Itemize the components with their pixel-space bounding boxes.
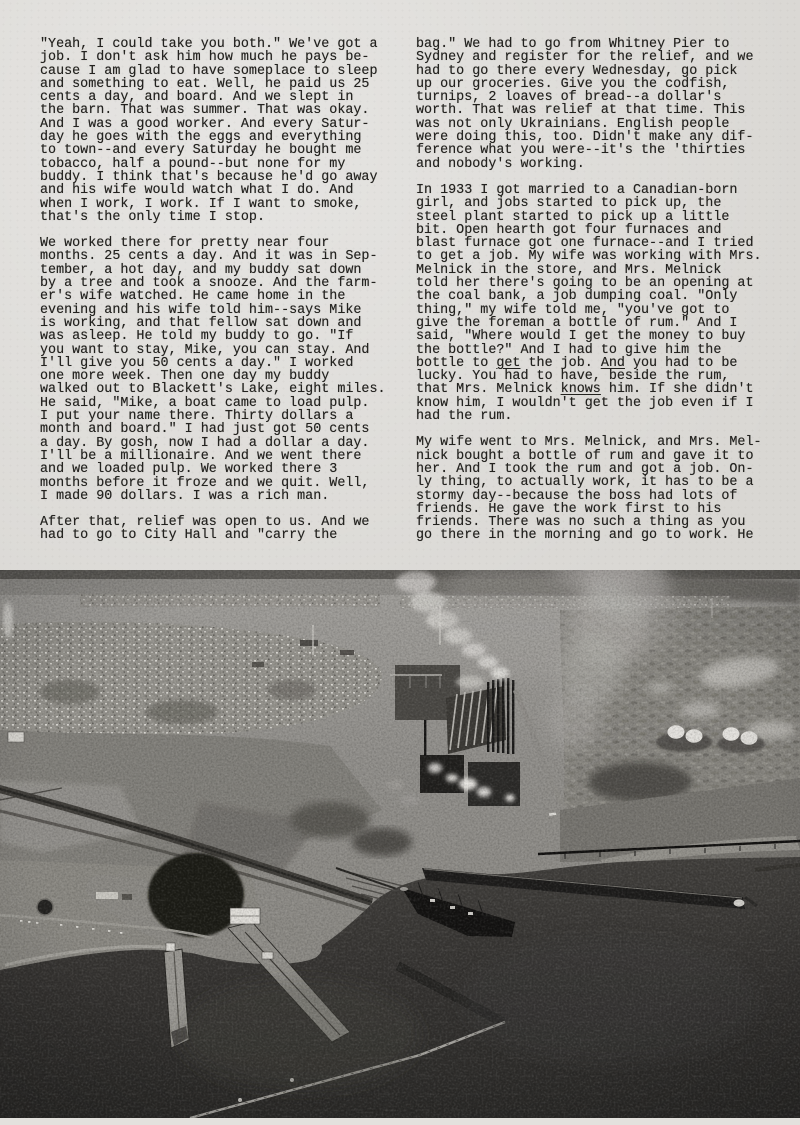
text-line: month and board." I had just got 50 cents	[40, 422, 370, 438]
text-line: stormy day--because the boss had lots of	[416, 488, 738, 504]
text-line: that's the only time I stop.	[40, 209, 265, 225]
paragraph	[40, 237, 400, 503]
text-line: I made 90 dollars. I was a rich man.	[40, 488, 330, 504]
text-line: told her there's going to be an opening at	[416, 276, 754, 292]
text-line: bit. Open hearth got four furnaces and	[416, 222, 722, 238]
text-line: worth. That was relief at that time. This	[416, 103, 746, 119]
text-line: is working, and that fellow sat down and	[40, 315, 362, 331]
text-line: to town--and every Saturday he bought me	[40, 143, 362, 159]
text-line: nick bought a bottle of rum and gave it to	[416, 448, 754, 464]
text-line: said, "Where would I get the money to buy	[416, 329, 746, 345]
text-line: Sydney and register for the relief, and we	[416, 50, 754, 66]
paragraph	[416, 184, 788, 423]
text-line: Melnick in the store, and Mrs. Melnick	[416, 262, 722, 278]
text-line: was not only Ukrainians. English people	[416, 116, 730, 132]
text-line: ly thing, to actually work, it has to be a	[416, 475, 754, 491]
text-line: He said, "Mike, a boat came to load pulp.	[40, 395, 370, 411]
text-line: evening and his wife told him--says Mike	[40, 302, 362, 318]
text-line: the barn. That was summer. That was okay.	[40, 103, 370, 119]
text-line: had to go to City Hall and "carry the	[40, 528, 338, 544]
text-line: In 1933 I got married to a Canadian-born	[416, 182, 738, 198]
text-line: And I was a good worker. And every Satur-	[40, 116, 370, 132]
paragraph	[40, 38, 400, 224]
text-line: friends. He gave the work first to his	[416, 501, 722, 517]
text-line: er's wife watched. He came home in the	[40, 289, 346, 305]
text-line: blast furnace got one furnace--and I tried	[416, 236, 754, 252]
text-line: We worked there for pretty near four	[40, 236, 330, 252]
text-line: steel plant started to pick up a little	[416, 209, 730, 225]
text-line: girl, and jobs started to pick up, the	[416, 196, 722, 212]
text-line: friends. There was no such a thing as you	[416, 515, 746, 531]
text-line: the bottle?" And I had to give him the	[416, 342, 722, 358]
text-line: day he goes with the eggs and everything	[40, 130, 362, 146]
harbour-photo	[0, 570, 800, 1118]
text-line: "Yeah, I could take you both." We've got a	[40, 37, 378, 52]
text-line: thing," my wife told me, "you've got to	[416, 302, 730, 318]
bottom-margin	[0, 1118, 800, 1125]
text-line: and we loaded pulp. We worked there 3	[40, 462, 338, 478]
text-line: and his wife would watch what I do. And	[40, 183, 354, 199]
text-line: know him, I wouldn't get the job even if I	[416, 395, 754, 411]
paragraph	[40, 516, 400, 543]
text-line: ference what you were--it's the 'thirties	[416, 143, 746, 159]
text-line: a day. By gosh, now I had a dollar a day.	[40, 435, 370, 451]
text-line: give the foreman a bottle of rum." And I	[416, 315, 738, 331]
text-line: tember, a hot day, and my buddy sat down	[40, 262, 362, 278]
text-line: lucky. You had to have, beside the rum,	[416, 369, 730, 385]
text-line: buddy. I think that's because he'd go away	[40, 169, 378, 185]
text-line: bag." We had to go from Whitney Pier to	[416, 37, 730, 52]
text-line: her. And I took the rum and got a job. On-	[416, 461, 754, 477]
text-column-right	[416, 38, 788, 556]
text-line: I'll give you 50 cents a day." I worked	[40, 355, 354, 371]
grain-light	[0, 570, 800, 1118]
text-line: cause I am glad to have someplace to sleep	[40, 63, 378, 79]
text-line: you want to stay, Mike, you can stay. And	[40, 342, 370, 358]
text-line: one more week. Then one day my buddy	[40, 369, 330, 385]
text-line: had to go there every Wednesday, go pick	[416, 63, 738, 79]
text-line: bottle to get the job. And you had to be	[416, 355, 738, 371]
text-line: walked out to Blackett's Lake, eight miles.	[40, 382, 386, 398]
text-column-left	[40, 38, 400, 556]
text-line: tobacco, half a pound--but none for my	[40, 156, 346, 172]
text-line: After that, relief was open to us. And we	[40, 515, 370, 531]
text-line: had the rum.	[416, 409, 513, 425]
text-line: months. 25 cents a day. And it was in Sep-	[40, 249, 378, 265]
text-line: turnips, 2 loaves of bread--a dollar's	[416, 90, 722, 106]
text-line: months before it froze and we quit. Well,	[40, 475, 370, 491]
paragraph	[416, 38, 788, 171]
text-line: I'll be a millionaire. And we went there	[40, 448, 362, 464]
text-line: I put your name there. Thirty dollars a	[40, 409, 354, 425]
text-line: to get a job. My wife was working with Mrs.	[416, 249, 762, 265]
text-line: up our groceries. Give you the codfish,	[416, 76, 730, 92]
text-line: My wife went to Mrs. Melnick, and Mrs. Mel-	[416, 435, 762, 451]
text-line: that Mrs. Melnick knows him. If she didn't	[416, 382, 754, 398]
text-line: job. I don't ask him how much he pays be-	[40, 50, 370, 66]
text-line: were doing this, too. Didn't make any dif-	[416, 130, 754, 146]
text-line: when I work, I work. If I want to smoke,	[40, 196, 362, 212]
text-line: and something to eat. Well, he paid us 25	[40, 76, 370, 92]
text-line: cents a day, and board. And we slept in	[40, 90, 354, 106]
text-line: by a tree and took a snooze. And the farm-	[40, 276, 378, 292]
paragraph	[416, 436, 788, 542]
text-line: and nobody's working.	[416, 156, 585, 172]
text-line: go there in the morning and go to work. He	[416, 528, 754, 544]
text-line: was asleep. He told my buddy to go. "If	[40, 329, 354, 345]
text-line: the coal bank, a job dumping coal. "Only	[416, 289, 738, 305]
